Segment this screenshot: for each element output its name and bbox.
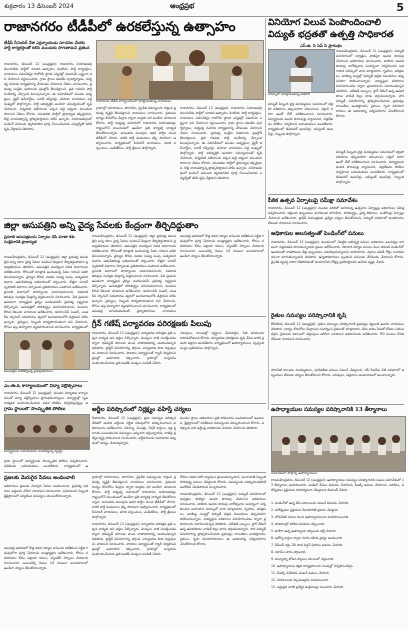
resolution-item: 4. పాఠశాలల్లో మౌలిక వసతులు కల్పించాలి. [271, 522, 325, 526]
vikasam-byline: ఎస్.జి. సి సెప్ సి ప్రారంభం [300, 43, 343, 48]
bottom-left-para: అధికారులు ప్రజలకు మెరుగైన సేవలు అందించాలని, ప్రభుత్వ పథకాలు అర్హులకు చేరేలా చూడాలని సూచించారు. సచివాలయ సిబ్బంది క్షేత్రస్థాయిలో పర్యటించి సమస్యలు తెలుసుకోవాలన్నారు. [4, 484, 88, 498]
resolution-item: 10. ఉపాధ్యాయుల శిక్షణ కార్యక్రమాలను సెలవుల్లో నిర్వహించవద్దు. [271, 564, 354, 568]
bottom-left-body-2 [4, 546, 88, 626]
section-rule-2 [92, 316, 266, 317]
rajanagaram-para: రాజానగరం, డిసెంబర్ 12 (ఆంధ్రప్రభ): రాజానగరం నియోజకవర్గ తెలుగుదేశం పార్టీలో నూతన ఉత్సాహం నెలకొంది. పార్టీ కార్యకర్తలు, నాయకులు సమావేశమై రాబోయే స్థానిక ఎన్నికల్లో విజయమే లక్ష్యంగా పని చేయాలని నిర్ణయించారు. గ్రామ స్థాయి కమిటీల పునర్నిర్మాణం, సభ్యత్వ నమోదు కార్యక్రమాన్ని వేగవంతం చేయాలని నేతలు సూచించారు. ప్రభుత్వ సంక్షేమ పథకాలను ప్రజల్లోకి తీసుకెళ్లాలని, ప్రతి గడపకు పార్టీ సందేశాన్ని చేర్చాలని పిలుపునిచ్చారు. ఈ సమావేశంలో మండల అధ్యక్షులు, క్లస్టర్ ఇన్‌చార్జ్‌లు, బూత్ కన్వీనర్లు, మహిళా నాయకులు పెద్ద సంఖ్యలో పాల్గొన్నారు. పార్టీ అభివృద్ధికి అందరూ సమన్వయంతో కృషి చేయాలని, చిన్నపాటి విభేదాలను పక్కన పెట్టి ఐక్యంగా ముందుకు సాగాలని నేతలు కోరారు. యువతకు పార్టీలో ప్రాధాన్యత కల్పిస్తామని, కొత్త నాయకత్వాన్ని ప్రోత్సహిస్తామని హామీ ఇచ్చారు. నియోజకవర్గంలో పెండింగ్ పనులను త్వరితగతిన పూర్తి చేయించేందుకు ఎమ్మెల్యేతో కలిసి కృషి చేస్తామని తెలిపారు. [4, 62, 92, 131]
bottom-center-para-b: రాజానగరం, డిసెంబర్ 12 (ఆంధ్రప్రభ): పర్యావరణ పరిరక్షణ ప్రతి ఒక్కరి బాధ్యత అని వక్తలు పేర్కొన్నారు. మొక్కలు నాటి సంరక్షించడం ద్వారా భవిష్యత్ తరాలకు మంచి వాతావరణాన్ని అందించవచ్చని తెలిపారు. ప్లాస్టిక్ వినియోగాన్ని తగ్గించి, పర్యావరణ హిత వస్తువులను వాడాలని సూచించారు. పాఠశాల విద్యార్థులతో ర్యాలీ నిర్వహించి ప్రజల్లో అవగాహన కల్పించారు. గ్రామాల్లో పచ్చదనం పెంపొందించేందుకు ప్రతి ఇంటికి మొక్కలు పంపిణీ చేశారు. [92, 522, 176, 556]
health-para-right: ఆసుపత్రి ఆవరణలో కొత్త భవన నిర్మాణ పనులను పరిశీలించి నిర్ణీత గడువులోగా పూర్తి చేయాలని కాంట్రాక్టర్లను ఆదేశించారు. రోగుల సహాయకుల కోసం విశ్రాంతి గదులు, క్యాంటీన్ ఏర్పాటు చేయాలని సూచించారు. అంబులెన్స్ సేవలు 24 గంటలూ అందుబాటులో ఉండేలా చర్యలు తీసుకోవాలన్నారు. [180, 234, 264, 258]
green-para2: చెరువులు, కాలువల్లో వ్యర్థాలు వేయవద్దని, నీటి వనరులను కాపాడుకోవాలని కోరారు. పర్యావరణ పరిరక్షణకు కృషి చేసిన వారికి ప్రశంసా పత్రాలు అందజేశారు. కార్యక్రమంలో ఉపాధ్యాయులు, స్వచ్ఛంద సంస్థల ప్రతినిధులు పాల్గొన్నారు. [180, 331, 264, 350]
resolution-item: 8. యాప్‌ల భారం తగ్గించాలి. [271, 550, 307, 554]
paper-name: ఆంధ్రప్రభ [170, 2, 195, 10]
resolutions-intro-para: రాజమహేంద్రవరం, డిసెంబర్ 12 (ఆంధ్రప్రభ): ఉపాధ్యాయుల సమస్యల పరిష్కారానికి సంఘం సమావేశంలో 13 తీర్మానాలు ఆమోదించారు. పెండింగ్ డీఏలు విడుదల చేయాలని, పీఆర్సీ అమలు చేయాలని, బదిలీలు, పదోన్నతుల ప్రక్రియను పారదర్శకంగా చేపట్టాలని డిమాండ్ చేశారు. [271, 478, 404, 492]
rights-para2: మండల స్థాయి అధికారులు ప్రతి సోమవారం అందుబాటులో ఉండాలని, క్షేత్రస్థాయిలో పరిశీలించి సమస్యలను పరిష్కరించాలని కోరారు. పరిష్కారం కాని అర్జీలపై కారణాలను నమోదు చేయాలని తెలిపారు. [180, 416, 264, 430]
health-deck: ప్రసూతి ఆసుపత్రులను ఏర్పాటు చేసి మాతా శిశు సంక్షేమానికి ప్రాధాన్యత [4, 234, 75, 244]
resolution-item: 6. ఆరోగ్య కార్డుల ద్వారా నగదు రహిత వైద్యం అందించాలి. [271, 536, 343, 540]
column-rule [265, 18, 266, 218]
rajanagaram-photo-caption: రాజానగరం టీడీపీ కార్యాలయంలో మాట్లాడుతున్న నాయకులు [96, 99, 172, 103]
teachers-photo [271, 416, 406, 472]
green-body-2 [180, 331, 264, 401]
health-body-left [4, 255, 88, 330]
small-box-para: రాజానగరం, డిసెంబర్ 12 (ఆంధ్రప్రభ): మండల విద్యాశాఖ కార్యాలయంలో విద్యా పక్షోత్సవాలు ప్రారంభమయ్యాయి. విద్యార్థుల్లో సృజనాత్మకత పెంపొందించేందుకు వివిధ పోటీలు నిర్వహిస్తున్నట్లు అ [4, 391, 88, 405]
rajanagaram-headline: రాజానగరం టీడీపీలో ఉరకలేస్తున్న ఉత్సాహం [4, 19, 236, 35]
masthead [0, 0, 408, 17]
section-rule-5 [271, 404, 404, 405]
bottom-left-headline: ప్రజలకు మెరుగైన సేవలు అందించాలి [4, 475, 75, 481]
rights-body [92, 416, 176, 470]
mid-right-para: రాజానగరం, డిసెంబర్ 12 (ఆంధ్రప్రభ): మండలంలో చేపట్టిన అభివృద్ధి పనులు అధికారుల అలసత్వం కారణంగా నత్తనడకన సాగుతున్నాయని ప్రజలు ఆరోపించారు. రహదారి నిర్మాణ పనులు నెలల తరబడి పెండింగ్‌లో ఉండటంతో రాకపోకలకు తీవ్ర ఇబ్బందులు ఎదురవుతున్నాయని వాపోయారు. వర్షాలు పడితే రోడ్లు బురదమయంగా మారుతున్నాయని తెలిపారు. ఉన్నతాధికారులు స్పందించి పనులను వేగవంతం చేయాలని కోరారు. డ్రైనేజీ వ్యవస్థ సరిగా లేకపోవడంతో మురుగునీరు రోడ్లపై ప్రవహిస్తోందని ఆవేదన వ్యక్తం చేశారు. [271, 240, 404, 264]
resolution-item: 13. అర్హులైన వారికి ప్రత్యేక ఇంక్రిమెంట్లు మంజూరు చేయాలి. [271, 585, 345, 589]
vikasam-photo-caption: సదస్సులో మాట్లాడుతున్న అధికారి [268, 92, 310, 96]
vikasam-photo [268, 49, 335, 93]
small-box-body [4, 391, 88, 405]
yoga-body [4, 459, 88, 469]
health-body-mid [92, 234, 176, 314]
page-number: 5 [396, 1, 404, 14]
boxed-side-headline: పీఠిక ఉత్సవ ఏర్పాటుపై సమీక్షా సమావేశం [268, 198, 358, 204]
yoga-photo [4, 414, 90, 450]
resolutions-intro [271, 478, 404, 500]
green-headline: గ్రీన్ గణేష్ పర్యావరణ పరిరక్షణకు పిలుపు [92, 319, 212, 328]
resolutions-list [271, 501, 404, 626]
boxed-side-para: రాజానగరం, డిసెంబర్ 12 (ఆంధ్రప్రభ): మండల పరిధిలో జరగనున్న ఉత్సవాల ఏర్పాట్లపై అధికారులు సమీక్ష నిర్వహించారు. భక్తులకు ఇబ్బందులు కలగకుండా తాగునీరు, పారిశుద్ధ్యం, వైద్య శిబిరాలు, బందోబస్తు ఏర్పాట్లు చేయాలని ఆదేశించారు. ట్రాఫిక్ నియంత్రణకు ప్రత్యేక చర్యలు తీసుకోవాలని, విద్యుత్ సరఫరాలో అంతరాయం లేకుండా చూడాలని సూచించారు. [268, 206, 404, 225]
resolution-item: 1. పెండింగ్‌లో ఉన్న డీఏ బకాయిలను వెంటనే విడుదల చేయాలి. [271, 501, 349, 505]
section-rule-3 [4, 381, 88, 382]
farmers-body [271, 322, 404, 367]
bottom-left-body [4, 484, 88, 544]
bottom-center-body [92, 475, 176, 626]
column-rule-2 [268, 230, 269, 410]
vikasam-para3: విద్యుత్ సిబ్బంది లైన్ల మరమ్మతుల సమయంలో భద్రతా పరికరాలు తప్పనిసరిగా ధరించాలని, ఎర్తింగ్ సరిగా ఉందో లేదో పరిశీలించాలని సూచించారు. విద్యార్థులకు ఇంధన పొదుపుపై వ్యాసరచన, చిత్రలేఖనం పోటీలు నిర్వహించి బహుమతులు అందజేశారు. కార్యక్రమంలో డివిజనల్ ఇంజనీర్లు, అసిస్టెంట్ ఇంజనీర్లు, సిబ్బంది పాల్గొన్నారు. [336, 150, 404, 184]
rajanagaram-para3: రాజానగరం, డిసెంబర్ 12 (ఆంధ్రప్రభ): రాజానగరం నియోజకవర్గ తెలుగుదేశం పార్టీలో నూతన ఉత్సాహం నెలకొంది. పార్టీ కార్యకర్తలు, నాయకులు సమావేశమై రాబోయే స్థానిక ఎన్నికల్లో విజయమే లక్ష్యంగా పని చేయాలని నిర్ణయించారు. గ్రామ స్థాయి కమిటీల పునర్నిర్మాణం, సభ్యత్వ నమోదు కార్యక్రమాన్ని వేగవంతం చేయాలని నేతలు సూచించారు. ప్రభుత్వ సంక్షేమ పథకాలను ప్రజల్లోకి తీసుకెళ్లాలని, ప్రతి గడపకు పార్టీ సందేశాన్ని చేర్చాలని పిలుపునిచ్చారు. ఈ సమావేశంలో మండల అధ్యక్షులు, క్లస్టర్ ఇన్‌చార్జ్‌లు, బూత్ కన్వీనర్లు, మహిళా నాయకులు పెద్ద సంఖ్యలో పాల్గొన్నారు. పార్టీ అభివృద్ధికి అందరూ సమన్వయంతో కృషి చేయాలని, చిన్నపాటి విభేదాలను పక్కన పెట్టి ఐక్యంగా ముందుకు సాగాలని నేతలు కోరారు. యువతకు పార్టీలో ప్రాధాన్యత కల్పిస్తామని, కొత్త నాయకత్వాన్ని ప్రోత్సహిస్తామని హామీ ఇచ్చారు. నియోజకవర్గంలో పెండింగ్ పనులను త్వరితగతిన పూర్తి చేయించేందుకు ఎమ్మెల్యేతో కలిసి కృషి చేస్తామని తెలిపారు. [180, 106, 262, 180]
section-rule-4 [92, 403, 266, 404]
resolution-item: 11. పీఆర్సీ నివేదికను వెంటనే అమలు చేయాలి. [271, 571, 330, 575]
resolution-item: 12. పాఠశాలలకు స్కావెంజర్లను నియమించాలి. [271, 578, 329, 582]
rajanagaram-photo [96, 40, 264, 100]
resolution-item: 2. పదోన్నతుల ప్రక్రియను సీనియారిటీ ప్రకారం చేపట్టాలి. [271, 508, 339, 512]
green-para: రాజానగరం, డిసెంబర్ 12 (ఆంధ్రప్రభ): పర్యావరణ పరిరక్షణ ప్రతి ఒక్కరి బాధ్యత అని వక్తలు పేర్కొన్నారు. మొక్కలు నాటి సంరక్షించడం ద్వారా భవిష్యత్ తరాలకు మంచి వాతావరణాన్ని అందించవచ్చని తెలిపారు. ప్లాస్టిక్ వినియోగాన్ని తగ్గించి, పర్యావరణ హిత వస్తువులను వాడాలని సూచించారు. పాఠశాల విద్యార్థులతో ర్యాలీ నిర్వహించి ప్రజల్లో అవగాహన కల్పించారు. గ్రామాల్లో పచ్చదనం పెంపొందించేందుకు ప్రతి ఇంటికి మొక్కలు పంపిణీ చేశారు. [92, 331, 176, 365]
vikasam-body-cont2 [336, 150, 404, 192]
health-headline: జిల్లా ఆసుపత్రిని అన్ని వైద్య సేవలకు కేంద్రంగా తీర్చిదిద్దుతాం [4, 221, 199, 231]
rajanagaram-body-cont2 [180, 106, 262, 216]
health-photo-scene [5, 333, 89, 369]
vikasam-headline-1: వినియోగ విలువ పెంపొందించాలి [268, 18, 382, 28]
bottom-center-para: గ్రామాల్లో రహదారులు, తాగునీరు, డ్రైనేజీ సమస్యలను గుర్తించి ప్రభుత్వ దృష్టికి తీసుకెళ్లాలని నాయకులు సూచించారు. రైతులకు ధాన్యం కొనుగోలు కేంద్రాల ద్వారా మద్దతు ధర అందేలా చూడాలని కోరారు. పార్టీ సభ్యత్వ నమోదులో రాజానగరం నియోజకవర్గం రాష్ట్రంలోనే ముందంజలో ఉండేలా ప్రతి కార్యకర్త బాధ్యత తీసుకోవాలన్నారు. అనంతరం పలువురు ఇతర పార్టీల నుంచి టీడీపీలో చేరారు. వారికి పార్టీ కండువాలు కప్పి సాదరంగా ఆహ్వానించారు. కార్యక్రమంలో సీనియర్ నాయకులు, మాజీ సర్పంచులు, ఎంపీటీసీలు, పార్టీ శ్రేణులు పాల్గొన్నారు. [92, 475, 176, 519]
vikasam-para: రాజమహేంద్రవరం, డిసెంబర్ 12 (ఆంధ్రప్రభ): విద్యుత్ వినియోగంలో జాగ్రత్తలు పాటిస్తూ ఇంధన పొదుపు చేయాలని అధికారులు సూచించారు. జాతీయ ఇంధన పొదుపు వారోత్సవాల సందర్భంగా నిర్వహించిన అవగాహన సదస్సులో వారు మాట్లాడారు. గృహాలు, పరిశ్రమలు, వాణిజ్య సంస్థల్లో విద్యుత్ భద్రత నిబంధనలు తప్పనిసరిగా పాటించాలన్నారు. నాణ్యమైన పరికరాలు వినియోగించడం ద్వారా ప్రమాదాలను నివారించవచ్చని తెలిపారు. ఎల్ఈడీ బల్బులు, స్టార్ రేటింగ్ ఉన్న ఉపకరణాలు వాడితే బిల్లు భారం తగ్గుతుందన్నారు. సౌర విద్యుత్ వినియోగాన్ని ప్రోత్సహించేందుకు ప్రభుత్వం రాయితీలు అందిస్తోందని, రైతులు, గృహ వినియోగదారులు ఈ అవకాశాన్ని సద్వినియోగం చేసుకోవాలని కోరారు. [336, 49, 404, 118]
rights-headline: అర్జీల పరిష్కారంలో నిర్లక్ష్యం వహిస్తే చర్యలు [92, 406, 192, 413]
farmers-body-2 [271, 368, 404, 403]
bottom-left-para2: ఆసుపత్రి ఆవరణలో కొత్త భవన నిర్మాణ పనులను పరిశీలించి నిర్ణీత గడువులోగా పూర్తి చేయాలని కాంట్రాక్టర్లను ఆదేశించారు. రోగుల సహాయకుల కోసం విశ్రాంతి గదులు, క్యాంటీన్ ఏర్పాటు చేయాలని సూచించారు. అంబులెన్స్ సేవలు 24 గంటలూ అందుబాటులో ఉండేలా చర్యలు తీసుకోవాలన్నారు. [4, 546, 88, 570]
section-rule-6 [4, 472, 266, 473]
rajanagaram-deck: టీడీపీ సీనియర్ నేత ఎర్రన్నాయుడు సూచనల మేరకు పార్టీ కార్యకర్తలతో కలిసి ముందుకు సాగుతామని ప్రకటన [4, 40, 90, 50]
green-body [92, 331, 176, 401]
vikasam-photo-scene [269, 50, 334, 92]
rajanagaram-body [4, 62, 92, 216]
yoga-photo-scene [5, 415, 89, 449]
rajanagaram-para2: గ్రామాల్లో రహదారులు, తాగునీరు, డ్రైనేజీ సమస్యలను గుర్తించి ప్రభుత్వ దృష్టికి తీసుకెళ్లాలని నాయకులు సూచించారు. రైతులకు ధాన్యం కొనుగోలు కేంద్రాల ద్వారా మద్దతు ధర అందేలా చూడాలని కోరారు. పార్టీ సభ్యత్వ నమోదులో రాజానగరం నియోజకవర్గం రాష్ట్రంలోనే ముందంజలో ఉండేలా ప్రతి కార్యకర్త బాధ్యత తీసుకోవాలన్నారు. అనంతరం పలువురు ఇతర పార్టీల నుంచి టీడీపీలో చేరారు. వారికి పార్టీ కండువాలు కప్పి సాదరంగా ఆహ్వానించారు. కార్యక్రమంలో సీనియర్ నాయకులు, మాజీ సర్పంచులు, ఎంపీటీసీలు, పార్టీ శ్రేణులు పాల్గొన్నారు. [96, 106, 176, 150]
small-box-headline: ఎం.ఈ.ఓ కార్యాలయంలో విద్యా పక్షోత్సవాలు [4, 384, 83, 389]
vikasam-para2: విద్యుత్ సిబ్బంది లైన్ల మరమ్మతుల సమయంలో భద్రతా పరికరాలు తప్పనిసరిగా ధరించాలని, ఎర్తింగ్ సరిగా ఉందో లేదో పరిశీలించాలని సూచించారు. విద్యార్థులకు ఇంధన పొదుపుపై వ్యాసరచన, చిత్రలేఖనం పోటీలు నిర్వహించి బహుమతులు అందజేశారు. కార్యక్రమంలో డివిజనల్ ఇంజనీర్లు, అసిస్టెంట్ ఇంజనీర్లు, సిబ్బంది పాల్గొన్నారు. [268, 102, 333, 136]
mid-right-body [271, 240, 404, 310]
resolution-item: 7. సీపీఎస్ రద్దు చేసి పాత పెన్షన్ విధానం అమలు చేయాలి. [271, 543, 344, 547]
health-para-mid: రాజమహేంద్రవరం, డిసెంబర్ 12 (ఆంధ్రప్రభ): జిల్లా ప్రభుత్వ ఆసుపత్రిని అన్ని రకాల వైద్య సేవలు అందించే కేంద్రంగా తీర్చిదిద్దుతామని ప్రజాప్రతినిధులు తెలిపారు. ఆసుపత్రిని సందర్శించి వివిధ విభాగాలను పరిశీలించారు. రోగులతో మాట్లాడి అందుతున్న సేవల గురించి అడిగి తెలుసుకున్నారు. వైద్యుల కొరత, పడకల సంఖ్య పెంపు, అత్యవసర విభాగం ఆధునీకరణపై అధికారులతో చర్చించారు. కొత్తగా సూపర్ స్పెషాలిటీ విభాగాల ఏర్పాటుకు ప్రతిపాదనలు పంపాలని ఆదేశించారు. ప్రసూతి విభాగంలో సౌకర్యాలను మెరుగుపరచాలని, నవజాత శిశువుల సంరక్షణ కేంద్రాన్ని విస్తరించాలని సూచించారు. పేద ప్రజలకు ఉచితంగా నాణ్యమైన వైద్యం అందించడమే ప్రభుత్వ లక్ష్యమని పేర్కొన్నారు. ఆసుపత్రిలో పారిశుద్ధ్యం మెరుగుపరచాలని, మందుల కొరత లేకుండా చూడాలని ఆదేశించారు. డయాలసిస్ సెంటర్, ఎంఆర్ఐ స్కానింగ్ సదుపాయం త్వరలో అందుబాటులోకి తెస్తామని హామీ ఇచ్చారు. వైద్యులు, సిబ్బంది బాధ్యతాయుతంగా పని చేయాలని, రోగుల పట్ల మర్యాదగా వ్యవహరించాలని సూచించారు. కార్యక్రమంలో ఆసుపత్రి సూపరింటెండెంట్, వైద్యాధికారులు, నాయకులు [92, 234, 176, 313]
bottom-center-body-2 [180, 475, 266, 626]
farmers-para2: సాగునీటి కాలువల మరమ్మతులు, పూడికతీత పనులు వెంటనే చేపట్టాలని, రబీ సీజన్‌కు నీటి సరఫరాలో ఇబ్బందులు లేకుండా చర్యలు తీసుకోవాలని కోరారు. ఎరువులు, విత్తనాలు అందుబాటులో ఉంచాలన్నారు. [271, 368, 404, 377]
health-photo [4, 332, 90, 370]
rights-para: సీతానగరం, డిసెంబర్ 12 (ఆంధ్రప్రభ): ప్రజా సమస్యల పరిష్కార వేదికలో అందిన అర్జీలను నిర్ణీత గడువులోగా పరిష్కరించాలని అధికారులను ఆదేశించారు. రెవెన్యూ, పింఛన్లు, రేషన్ కార్డులు, ఇళ్ల స్థలాలకు సంబంధించిన సమస్యలు ఎక్కువగా వస్తున్నాయని, వాటిపై ప్రత్యేక దృష్టి సారించాలని సూచించారు. అర్జీదారులకు సమాధానం ఇవ్వడంలో జాప్యం చేయవద్దన్నారు. [92, 416, 176, 445]
teachers-photo-scene [272, 417, 405, 471]
yoga-photo-caption: విద్యార్థులకు బహుమతులు అందజేస్తున్న దృశ్యం [4, 449, 63, 453]
resolution-item: 5. ఖాళీగా ఉన్న ఉపాధ్యాయ పోస్టులను భర్తీ చేయాలి. [271, 529, 337, 533]
section-rule-1 [4, 218, 266, 219]
rights-body-2 [180, 416, 264, 470]
mid-right-headline: అధికారుల అలసత్వంతో పెండింగ్‌లో పనులు [271, 231, 364, 237]
teachers-photo-caption: సమావేశంలో పాల్గొన్న ఉపాధ్యాయులు [271, 471, 318, 475]
farmers-para: కోరుకొండ, డిసెంబర్ 12 (ఆంధ్రప్రభ): రైతుల సమస్యల పరిష్కారానికి ప్రభుత్వం కట్టుబడి ఉందని నాయకులు తెలిపారు. ధాన్యం కొనుగోలు కేంద్రాలను సందర్శించి రైతులతో మాట్లాడారు. తేమ శాతం పేరుతో కోతలు విధించవద్దని, రైతులకు సకాలంలో చెల్లింపులు జరిగేలా చూడాలని అధికారులను ఆదేశించారు. గోనె సంచుల కొరత లేకుండా చూడాలని సూచించారు. [271, 322, 404, 341]
boxed-side-body [268, 206, 404, 226]
vikasam-body [336, 49, 404, 149]
rajanagaram-body-cont [96, 106, 176, 216]
resolution-item: 3. బోధనేతర పనుల నుంచి ఉపాధ్యాయులను మినహాయించాలి. [271, 515, 350, 519]
section-rule-right [268, 194, 404, 195]
vikasam-body-cont [268, 102, 333, 192]
rajanagaram-photo-scene [97, 41, 263, 99]
electricity-headline: ఉపాధ్యాయుల సమస్యల పరిష్కారానికి 13 తీర్మానాలు [271, 407, 387, 413]
health-body-right [180, 234, 264, 314]
resolution-item: 9. మధ్యాహ్న భోజన బిల్లులు సకాలంలో చెల్లించాలి. [271, 557, 335, 561]
yoga-box-headline: గ్రామ స్థాయిలో సాంస్కృతిక పోటీలు [4, 407, 66, 412]
issue-date: శుక్రవారం 13 డిసెంబర్ 2024 [4, 3, 74, 10]
bottom-center-para2-b: రాజమహేంద్రవరం, డిసెంబర్ 12 (ఆంధ్రప్రభ): విద్యుత్ వినియోగంలో జాగ్రత్తలు పాటిస్తూ ఇంధన పొదుపు చేయాలని అధికారులు సూచించారు. జాతీయ ఇంధన పొదుపు వారోత్సవాల సందర్భంగా నిర్వహించిన అవగాహన సదస్సులో వారు మాట్లాడారు. గృహాలు, పరిశ్రమలు, వాణిజ్య సంస్థల్లో విద్యుత్ భద్రత నిబంధనలు తప్పనిసరిగా పాటించాలన్నారు. నాణ్యమైన పరికరాలు వినియోగించడం ద్వారా ప్రమాదాలను నివారించవచ్చని తెలిపారు. ఎల్ఈడీ బల్బులు, స్టార్ రేటింగ్ ఉన్న ఉపకరణాలు వాడితే బిల్లు భారం తగ్గుతుందన్నారు. సౌర విద్యుత్ వినియోగాన్ని ప్రోత్సహించేందుకు ప్రభుత్వం రాయితీలు అందిస్తోందని, రైతులు, గృహ వినియోగదారులు ఈ అవకాశాన్ని సద్వినియోగం చేసుకోవాలని కోరారు. [180, 492, 266, 546]
yoga-para: గ్రామ స్థాయిలో విద్యార్థులకు సాంస్కృతిక పోటీలు నిర్వహించారు. విజేతలకు బహుమతులు అందజేశారు. కార్యక్రమంలో ఉ [4, 459, 88, 468]
vikasam-headline-2: విద్యుత్ భద్రతతో ఉత్పత్తి సాధికారత [268, 30, 394, 40]
health-para-left: రాజమహేంద్రవరం, డిసెంబర్ 12 (ఆంధ్రప్రభ): జిల్లా ప్రభుత్వ ఆసుపత్రిని అన్ని రకాల వైద్య సేవలు అందించే కేంద్రంగా తీర్చిదిద్దుతామని ప్రజాప్రతినిధులు తెలిపారు. ఆసుపత్రిని సందర్శించి వివిధ విభాగాలను పరిశీలించారు. రోగులతో మాట్లాడి అందుతున్న సేవల గురించి అడిగి తెలుసుకున్నారు. వైద్యుల కొరత, పడకల సంఖ్య పెంపు, అత్యవసర విభాగం ఆధునీకరణపై అధికారులతో చర్చించారు. కొత్తగా సూపర్ స్పెషాలిటీ విభాగాల ఏర్పాటుకు ప్రతిపాదనలు పంపాలని ఆదేశించారు. ప్రసూతి విభాగంలో సౌకర్యాలను మెరుగుపరచాలని, నవజాత శిశువుల సంరక్షణ కేంద్రాన్ని విస్తరించాలని సూచించారు. పేద ప్రజలకు ఉచితంగా నాణ్యమైన వైద్యం అందించడమే ప్రభుత్వ లక్ష్యమని పేర్కొన్నారు. ఆసుపత్రిలో పారిశుద్ధ్యం మెరుగుపరచాలని, మందుల కొరత లేకుండా చూడాలని ఆదేశించారు. డయాలసిస్ సెంటర్, ఎంఆర్ఐ స్కానింగ్ సదుపాయం త్వరలో అందుబాటులోకి తెస్తామని హామీ ఇచ్చారు. వైద్యులు, సిబ్బంది బాధ్యతాయుతంగా పని చేయాలని, రోగుల పట్ల మర్యాదగా వ్యవహరించాలని సూచించారు. కార్యక్రమంలో [4, 255, 88, 329]
farmers-headline: రైతుల సమస్యల పరిష్కారానికి కృషి [271, 313, 347, 319]
health-photo-caption: ఆసుపత్రిని పరిశీలిస్తున్న ప్రజాప్రతినిధులు [4, 369, 53, 373]
bottom-center-para2: దోమల బెడద పెరిగి వ్యాధులు ప్రబలుతున్నాయని, పంచాయతీ సిబ్బంది పారిశుద్ధ్య పనులు చేపట్టాలని కోరారు. సమస్యలను పరిష్కరించకపోతే ఆందోళన చేపడతామని హెచ్చరించారు. [180, 475, 266, 489]
